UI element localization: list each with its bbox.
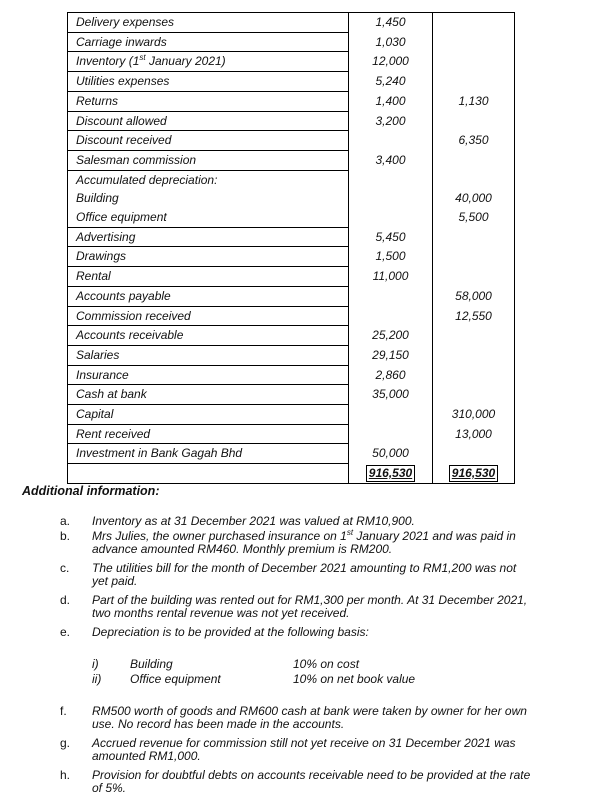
debit-amount: 1,500 [349, 247, 433, 267]
account-name: Salaries [68, 345, 349, 365]
credit-amount: 310,000 [433, 405, 515, 425]
account-name: Building [68, 189, 349, 208]
account-name: Discount received [68, 131, 349, 151]
credit-amount [433, 267, 515, 287]
dep-asset-2: Office equipment [130, 672, 221, 686]
debit-amount: 25,200 [349, 326, 433, 346]
table-row [68, 385, 515, 405]
debit-amount [349, 189, 433, 208]
account-name: Capital [68, 405, 349, 425]
debit-amount: 35,000 [349, 385, 433, 405]
total-debit [349, 464, 433, 484]
account-name: Accounts receivable [68, 326, 349, 346]
account-name: Accumulated depreciation: [68, 170, 349, 189]
debit-amount [349, 405, 433, 425]
table-row [68, 91, 515, 111]
dep-num-1: i) [92, 657, 99, 671]
table-row [68, 345, 515, 365]
account-name: Cash at bank [68, 385, 349, 405]
table-row [68, 227, 515, 247]
account-name: Discount allowed [68, 111, 349, 131]
credit-amount: 1,130 [433, 91, 515, 111]
note-b-line-1: Mrs Julies, the owner purchased insurance on 1st January 2021 and was paid in [92, 528, 516, 543]
table-row [68, 247, 515, 267]
table-row [68, 267, 515, 287]
debit-amount: 1,450 [349, 13, 433, 33]
table-row [68, 326, 515, 346]
account-name: Drawings [68, 247, 349, 267]
table-row [68, 13, 515, 33]
debit-amount: 50,000 [349, 444, 433, 464]
total-row [68, 464, 515, 484]
account-name: Rental [68, 267, 349, 287]
table-row [68, 72, 515, 92]
dep-asset-1: Building [130, 657, 173, 671]
account-name: Insurance [68, 365, 349, 385]
table-row [68, 150, 515, 170]
table-row [68, 286, 515, 306]
table-row [68, 208, 515, 227]
table-row [68, 424, 515, 444]
debit-amount [349, 306, 433, 326]
credit-amount [433, 227, 515, 247]
credit-amount: 6,350 [433, 131, 515, 151]
table-row [68, 365, 515, 385]
account-name: Carriage inwards [68, 32, 349, 52]
debit-amount: 1,400 [349, 91, 433, 111]
total-debit-value: 916,530 [366, 465, 415, 482]
account-name: Rent received [68, 424, 349, 444]
credit-amount [433, 72, 515, 92]
debit-amount [349, 131, 433, 151]
credit-amount [433, 247, 515, 267]
table-row [68, 52, 515, 72]
trial-balance-table [67, 12, 515, 484]
table-row [68, 405, 515, 425]
total-credit [433, 464, 515, 484]
credit-amount [433, 32, 515, 52]
account-name: Utilities expenses [68, 72, 349, 92]
debit-amount: 2,860 [349, 365, 433, 385]
debit-amount [349, 424, 433, 444]
account-name: Delivery expenses [68, 13, 349, 33]
debit-amount: 1,030 [349, 32, 433, 52]
credit-amount [433, 52, 515, 72]
credit-amount [433, 150, 515, 170]
debit-amount: 12,000 [349, 52, 433, 72]
credit-amount [433, 170, 515, 189]
dep-rate-1: 10% on cost [293, 657, 360, 671]
credit-amount: 12,550 [433, 306, 515, 326]
credit-amount [433, 326, 515, 346]
debit-amount: 5,450 [349, 227, 433, 247]
credit-amount [433, 444, 515, 464]
account-name: Office equipment [68, 208, 349, 227]
dep-rate-2: 10% on net book value [293, 672, 416, 686]
table-row [68, 189, 515, 208]
debit-amount: 29,150 [349, 345, 433, 365]
credit-amount [433, 111, 515, 131]
credit-amount: 40,000 [433, 189, 515, 208]
table-row [68, 444, 515, 464]
debit-amount: 5,240 [349, 72, 433, 92]
debit-amount [349, 286, 433, 306]
total-label-cell [68, 464, 349, 484]
table-row [68, 32, 515, 52]
debit-amount: 11,000 [349, 267, 433, 287]
table-row [68, 131, 515, 151]
credit-amount [433, 385, 515, 405]
additional-info-heading: Additional information: [22, 484, 160, 498]
credit-amount: 5,500 [433, 208, 515, 227]
credit-amount [433, 365, 515, 385]
table-row [68, 306, 515, 326]
account-name: Commission received [68, 306, 349, 326]
credit-amount [433, 345, 515, 365]
debit-amount [349, 170, 433, 189]
account-name: Salesman commission [68, 150, 349, 170]
account-name: Investment in Bank Gagah Bhd [68, 444, 349, 464]
debit-amount: 3,200 [349, 111, 433, 131]
account-name: Advertising [68, 227, 349, 247]
debit-amount: 3,400 [349, 150, 433, 170]
table-row [68, 111, 515, 131]
total-credit-value: 916,530 [449, 465, 498, 482]
table-row [68, 170, 515, 189]
debit-amount [349, 208, 433, 227]
credit-amount [433, 13, 515, 33]
credit-amount: 13,000 [433, 424, 515, 444]
account-name: Accounts payable [68, 286, 349, 306]
account-name: Inventory (1st January 2021) [68, 52, 349, 72]
credit-amount: 58,000 [433, 286, 515, 306]
dep-num-2: ii) [92, 672, 102, 686]
account-name: Returns [68, 91, 349, 111]
